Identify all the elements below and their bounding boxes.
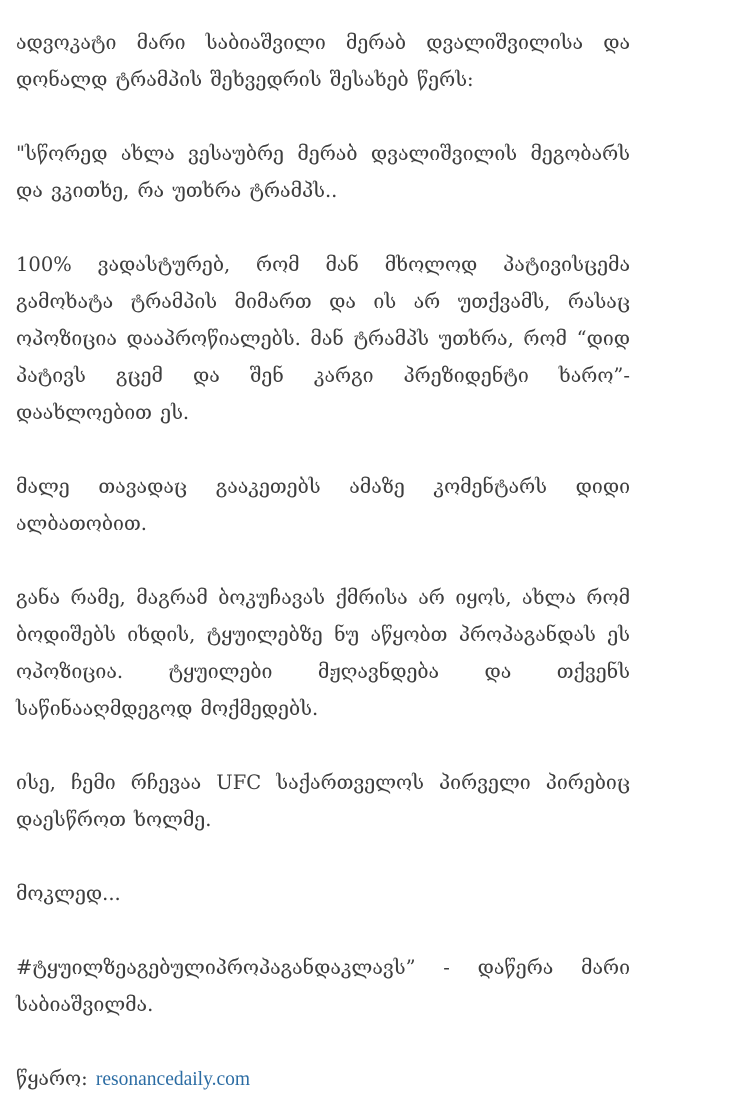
- source-label: წყარო:: [16, 1067, 88, 1090]
- source-line: [16, 1060, 630, 1098]
- article-paragraph: 100% ვადასტურებ, რომ მან მხოლოდ პატივისცემა გამოხატა ტრამპის მიმართ და ის არ უთქვამს, რასაც ოპოზიცია დააპროწიალებს. მან ტრამპს უთხრა, რომ “დიდ პატივს გცემ და შენ კარგი პრეზიდენტი ხარო”- დაახლოებით ეს.: [16, 253, 630, 424]
- article-paragraph: მალე თავადაც გააკეთებს ამაზე კომენტარს დიდი ალბათობით.: [16, 475, 630, 535]
- article-paragraph: #ტყუილზეაგებულიპროპაგანდაკლავს” - დაწერა მარი საბიაშვილმა.: [16, 956, 630, 1016]
- article-body: [16, 24, 630, 1098]
- article-paragraph: მოკლედ...: [16, 882, 121, 905]
- source-link[interactable]: resonancedaily.com: [95, 1069, 251, 1090]
- article-paragraph: ისე, ჩემი რჩევაა UFC საქართველოს პირველი პირებიც დაესწროთ ხოლმე.: [16, 771, 630, 831]
- article-paragraph: ადვოკატი მარი საბიაშვილი მერაბ დვალიშვილისა და დონალდ ტრამპის შეხვედრის შესახებ წერს:: [16, 31, 630, 91]
- article-paragraph: "სწორედ ახლა ვესაუბრე მერაბ დვალიშვილის მეგობარს და ვკითხე, რა უთხრა ტრამპს..: [16, 142, 630, 202]
- article-paragraph: განა რამე, მაგრამ ბოკუჩავას ქმრისა არ იყოს, ახლა რომ ბოდიშებს იხდის, ტყუილებზე ნუ აწყობთ პროპაგანდას ეს ოპოზიცია. ტყუილები მჟღავნდება და თქვენს საწინააღმდეგოდ მოქმედებს.: [16, 586, 630, 720]
